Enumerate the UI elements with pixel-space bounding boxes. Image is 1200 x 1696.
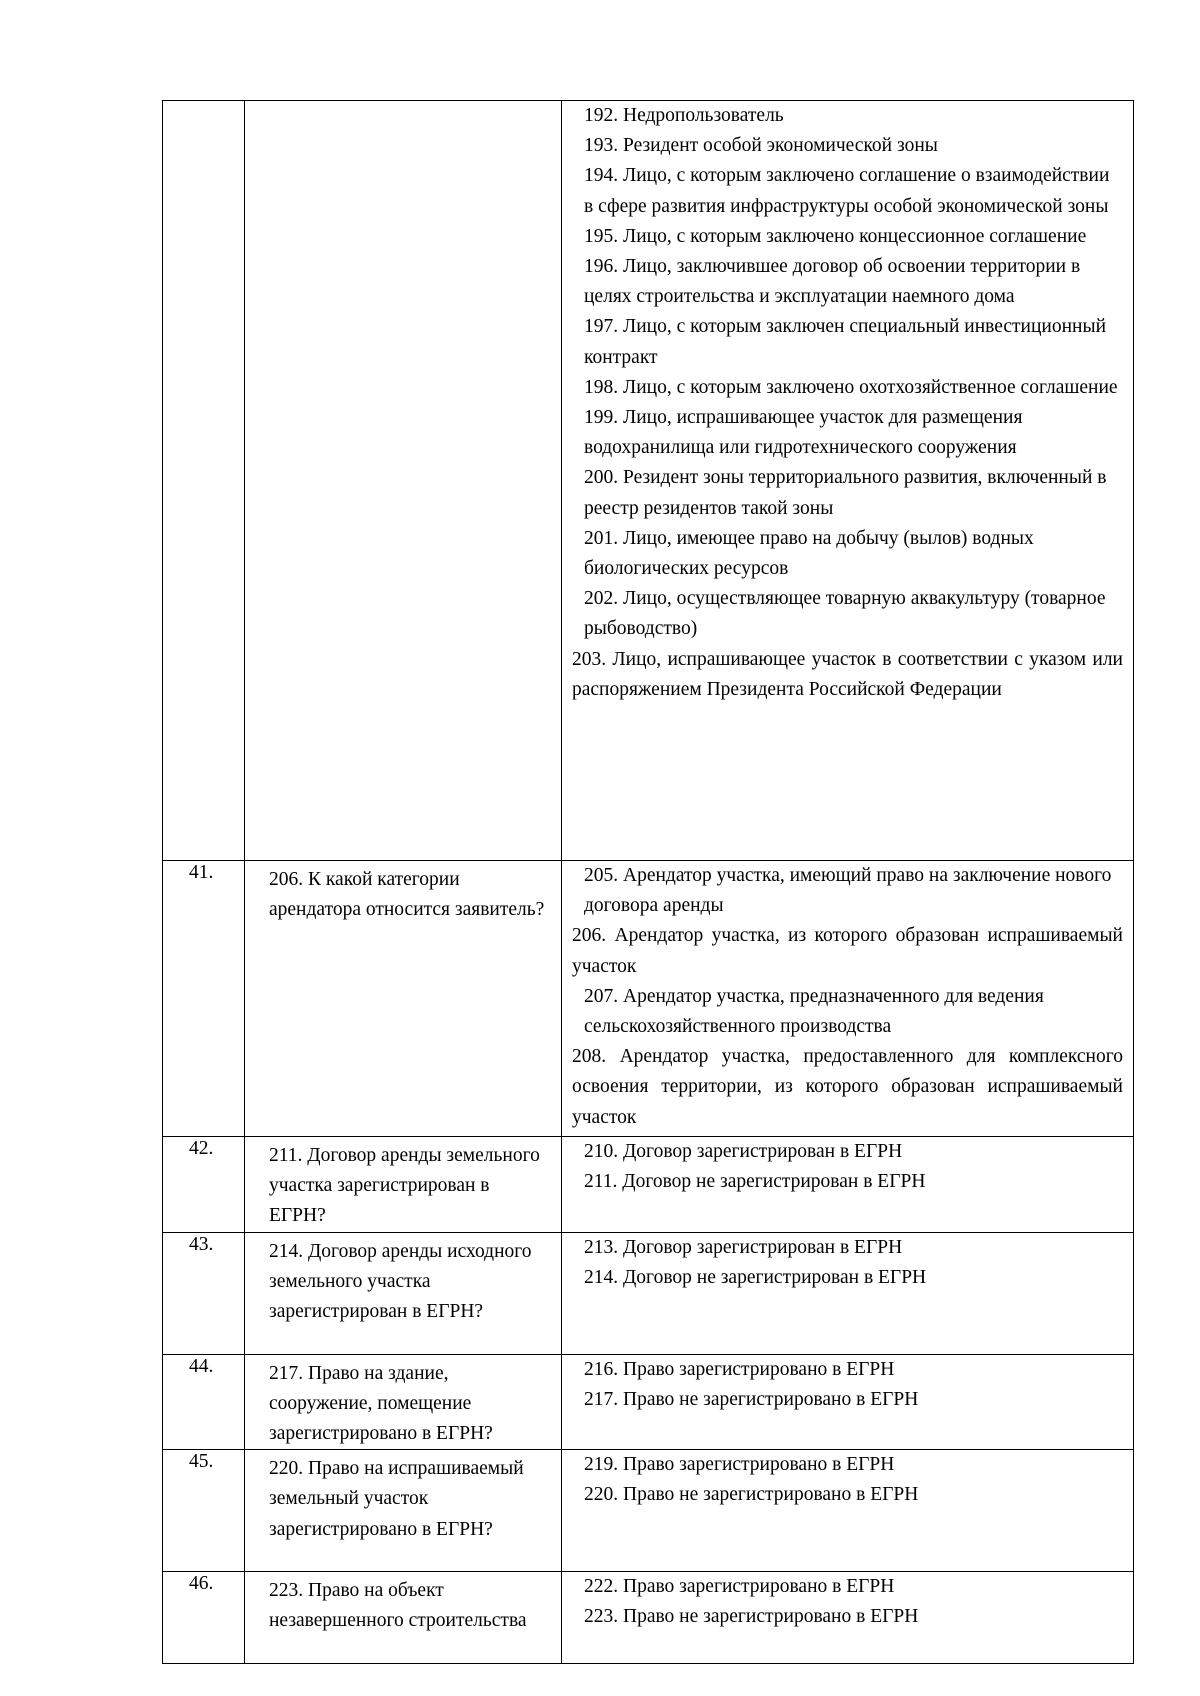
row-number: 41. bbox=[163, 861, 245, 1137]
option-item: 196. Лицо, заключившее договор об освоении территории в целях строительства и эксплуатации наемного дома bbox=[584, 256, 1081, 308]
table-row bbox=[163, 1232, 1134, 1354]
option-item: 201. Лицо, имеющее право на добычу (вылов) водных биологических ресурсов bbox=[584, 527, 1034, 580]
option-item: 199. Лицо, испрашивающее участок для размещения водохранилища или гидротехнического сооружения bbox=[584, 407, 1023, 459]
option-item: 208. Арендатор участка, предоставленного для комплексного освоения территории, из которого образован испрашиваемый участок bbox=[572, 1046, 1123, 1128]
table-row bbox=[163, 1354, 1134, 1450]
option-item: 207. Арендатор участка, предназначенного для ведения сельскохозяйственного производства bbox=[584, 985, 1044, 1038]
options-cell bbox=[562, 1354, 1134, 1450]
option-item: 206. Арендатор участка, из которого образован испрашиваемый участок bbox=[572, 925, 1123, 977]
option-item: 216. Право зарегистрировано в ЕГРН bbox=[584, 1358, 895, 1380]
option-item: 214. Договор не зарегистрирован в ЕГРН bbox=[584, 1266, 927, 1288]
option-item: 220. Право не зарегистрировано в ЕГРН bbox=[584, 1484, 919, 1506]
options-cell bbox=[562, 101, 1134, 861]
option-item: 210. Договор зарегистрирован в ЕГРН bbox=[584, 1141, 903, 1162]
option-item: 203. Лицо, испрашивающее участок в соответствии с указом или распоряжением Президента Российской Федерации bbox=[572, 648, 1123, 700]
option-item: 217. Право не зарегистрировано в ЕГРН bbox=[584, 1388, 919, 1410]
option-item: 205. Арендатор участка, имеющий право на заключение нового договора аренды bbox=[584, 865, 1112, 917]
options-cell bbox=[562, 1572, 1134, 1664]
options-cell bbox=[562, 1450, 1134, 1572]
option-item: 197. Лицо, с которым заключен специальный инвестиционный контракт bbox=[584, 316, 1107, 368]
question-cell: 223. Право на объект незавершенного строительства bbox=[245, 1572, 562, 1664]
option-item: 198. Лицо, с которым заключено охотхозяйственное соглашение bbox=[584, 376, 1118, 398]
row-number: 42. bbox=[163, 1137, 245, 1233]
question-cell bbox=[245, 101, 562, 861]
option-item: 213. Договор зарегистрирован в ЕГРН bbox=[584, 1236, 903, 1258]
table-row bbox=[163, 861, 1134, 1137]
row-number: 43. bbox=[163, 1232, 245, 1354]
option-item: 194. Лицо, с которым заключено соглашение о взаимодействии в сфере развития инфраструктуры особой экономической зоны bbox=[584, 165, 1110, 217]
option-item: 222. Право зарегистрировано в ЕГРН bbox=[584, 1576, 895, 1598]
option-item: 219. Право зарегистрировано в ЕГРН bbox=[584, 1454, 895, 1476]
row-number: 46. bbox=[163, 1572, 245, 1664]
table-row bbox=[163, 1137, 1134, 1233]
row-number: 44. bbox=[163, 1354, 245, 1450]
row-number bbox=[163, 101, 245, 861]
option-item: 223. Право не зарегистрировано в ЕГРН bbox=[584, 1606, 919, 1628]
table-row bbox=[163, 101, 1134, 861]
option-item: 195. Лицо, с которым заключено концессионное соглашение bbox=[584, 225, 1087, 247]
question-cell: 206. К какой категории арендатора относится заявитель? bbox=[245, 861, 562, 1137]
options-cell bbox=[562, 861, 1134, 1137]
option-item: 211. Договор не зарегистрирован в ЕГРН bbox=[584, 1171, 926, 1193]
question-cell: 211. Договор аренды земельного участка зарегистрирован в ЕГРН? bbox=[245, 1137, 562, 1233]
question-cell: 217. Право на здание, сооружение, помещение зарегистрировано в ЕГРН? bbox=[245, 1354, 562, 1450]
question-cell: 214. Договор аренды исходного земельного участка зарегистрирован в ЕГРН? bbox=[245, 1232, 562, 1354]
row-number: 45. bbox=[163, 1450, 245, 1572]
options-cell bbox=[562, 1137, 1134, 1233]
table-row bbox=[163, 1450, 1134, 1572]
table-row bbox=[163, 1572, 1134, 1664]
option-item: 202. Лицо, осуществляющее товарную аквакультуру (товарное рыбоводство) bbox=[584, 588, 1106, 640]
option-item: 192. Недропользователь bbox=[584, 105, 784, 126]
option-item: 200. Резидент зоны территориального развития, включенный в реестр резидентов такой зоны bbox=[584, 467, 1107, 519]
question-cell: 220. Право на испрашиваемый земельный участок зарегистрировано в ЕГРН? bbox=[245, 1450, 562, 1572]
document-table bbox=[162, 100, 1134, 1664]
option-item: 193. Резидент особой экономической зоны bbox=[584, 135, 938, 157]
options-cell bbox=[562, 1232, 1134, 1354]
